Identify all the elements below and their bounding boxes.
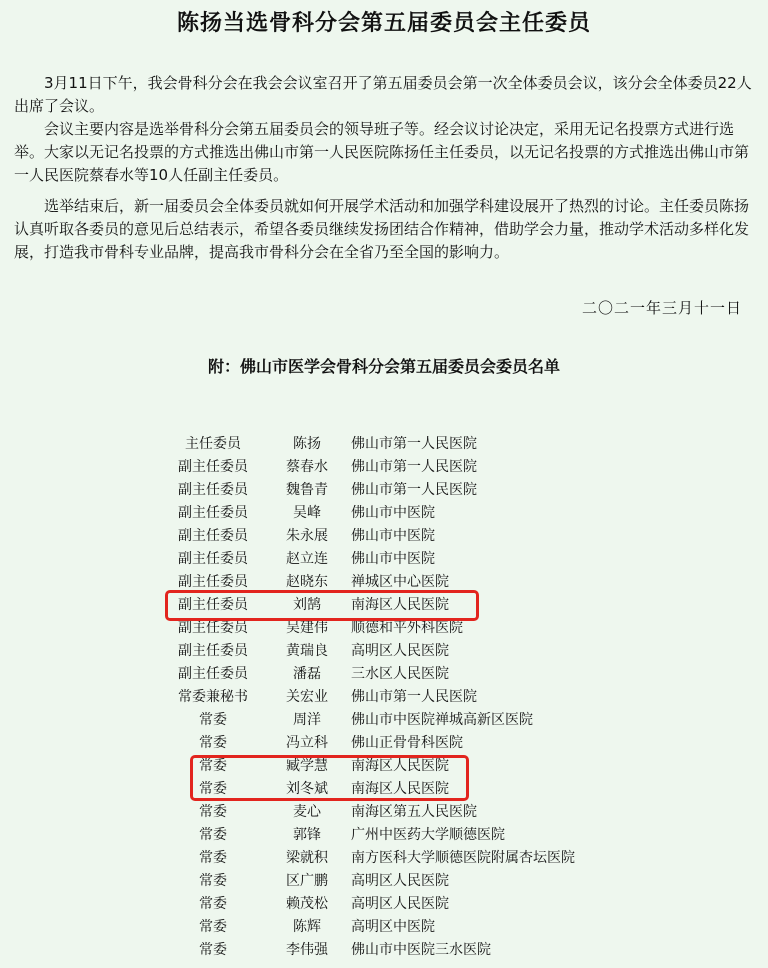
- member-name: 梁就积: [286, 850, 328, 866]
- member-row: [0, 709, 768, 732]
- member-name: 郭锋: [293, 827, 321, 843]
- member-name: 刘鹄: [293, 597, 321, 613]
- member-org: 佛山市第一人民医院: [351, 689, 477, 705]
- member-role: 常委: [199, 758, 227, 774]
- member-org: 佛山正骨骨科医院: [351, 735, 463, 751]
- article-paragraph: 会议主要内容是选举骨科分会第五届委员会的领导班子等。经会议讨论决定，采用无记名投票方式进行选举。大家以无记名投票的方式推选出佛山市第一人民医院陈扬任主任委员，以无记名投票的方式推选出佛山市第一人民医院蔡春水等10人任副主任委员。: [14, 120, 750, 184]
- member-name: 周洋: [293, 712, 321, 728]
- member-row: [0, 870, 768, 893]
- member-name: 麦心: [293, 804, 321, 820]
- member-role: 主任委员: [185, 436, 241, 452]
- member-org: 高明区人民医院: [351, 643, 449, 659]
- member-row: [0, 801, 768, 824]
- member-org: 佛山市中医院三水医院: [351, 942, 491, 958]
- member-name: 冯立科: [286, 735, 328, 751]
- member-name: 赵晓东: [286, 574, 328, 590]
- member-role: 副主任委员: [178, 528, 248, 544]
- member-name: 赖茂松: [286, 896, 328, 912]
- member-role: 常委: [199, 827, 227, 843]
- appendix-title: 附：佛山市医学会骨科分会第五届委员会委员名单: [207, 357, 560, 376]
- member-org: 南海区第五人民医院: [351, 804, 477, 820]
- member-role: 副主任委员: [178, 574, 248, 590]
- member-name: 魏鲁青: [286, 482, 328, 498]
- member-row: [0, 663, 768, 686]
- member-name: 区广鹏: [286, 873, 328, 889]
- highlight-box: [190, 755, 469, 801]
- member-role: 副主任委员: [178, 482, 248, 498]
- member-role: 副主任委员: [178, 459, 248, 475]
- member-role: 常委: [199, 896, 227, 912]
- member-role: 常委兼秘书: [178, 689, 248, 705]
- member-org: 佛山市中医院: [351, 528, 435, 544]
- member-row: [0, 433, 768, 456]
- member-org: 三水区人民医院: [351, 666, 449, 682]
- member-org: 佛山市中医院禅城高新区医院: [351, 712, 533, 728]
- member-org: 高明区人民医院: [351, 873, 449, 889]
- member-role: 常委: [199, 850, 227, 866]
- page-title: 陈扬当选骨科分会第五届委员会主任委员: [176, 11, 591, 36]
- member-role: 常委: [199, 735, 227, 751]
- member-org: 顺德和平外科医院: [351, 620, 463, 636]
- member-row: [0, 548, 768, 571]
- member-name: 黄瑞良: [286, 643, 328, 659]
- member-org: 佛山市第一人民医院: [351, 482, 477, 498]
- member-row: [0, 847, 768, 870]
- member-row: [0, 479, 768, 502]
- member-org: 高明区中医院: [351, 919, 435, 935]
- member-org: 南方医科大学顺德医院附属杏坛医院: [351, 850, 575, 866]
- member-org: 禅城区中心医院: [351, 574, 449, 590]
- article-paragraph: 选举结束后，新一届委员会全体委员就如何开展学术活动和加强学科建设展开了热烈的讨论。主任委员陈扬认真听取各委员的意见后总结表示，希望各委员继续发扬团结合作精神，借助学会力量，推动学术活动多样化发展，打造我市骨科专业品牌，提高我市骨科分会在全省乃至全国的影响力。: [14, 197, 750, 261]
- member-org: 佛山市中医院: [351, 505, 435, 521]
- member-org: 佛山市第一人民医院: [351, 436, 477, 452]
- member-name: 吴建伟: [286, 620, 328, 636]
- member-role: 副主任委员: [178, 620, 248, 636]
- member-role: 常委: [199, 942, 227, 958]
- member-name: 刘冬斌: [286, 781, 328, 797]
- member-role: 常委: [199, 712, 227, 728]
- member-name: 关宏业: [286, 689, 328, 705]
- member-name: 潘磊: [293, 666, 321, 682]
- member-row: [0, 640, 768, 663]
- member-role: 常委: [199, 873, 227, 889]
- member-role: 常委: [199, 919, 227, 935]
- member-name: 李伟强: [286, 942, 328, 958]
- member-name: 朱永展: [286, 528, 328, 544]
- member-row: [0, 916, 768, 939]
- member-row: [0, 686, 768, 709]
- member-org: 南海区人民医院: [351, 597, 449, 613]
- member-row: [0, 732, 768, 755]
- member-role: 常委: [199, 804, 227, 820]
- member-name: 赵立连: [286, 551, 328, 567]
- member-role: 副主任委员: [178, 666, 248, 682]
- member-role: 副主任委员: [178, 551, 248, 567]
- member-org: 南海区人民医院: [351, 781, 449, 797]
- highlight-box: [165, 590, 479, 621]
- member-row: [0, 502, 768, 525]
- member-row: [0, 824, 768, 847]
- member-role: 副主任委员: [178, 643, 248, 659]
- member-role: 副主任委员: [178, 505, 248, 521]
- article-paragraph: 3月11日下午，我会骨科分会在我会会议室召开了第五届委员会第一次全体委员会议，该分会全体委员22人出席了会议。: [14, 74, 752, 115]
- member-role: 常委: [199, 781, 227, 797]
- member-org: 高明区人民医院: [351, 896, 449, 912]
- member-row: [0, 525, 768, 548]
- member-row: [0, 456, 768, 479]
- member-name: 臧学慧: [286, 758, 328, 774]
- member-row: [0, 939, 768, 962]
- member-name: 吴峰: [293, 505, 321, 521]
- member-org: 南海区人民医院: [351, 758, 449, 774]
- member-role: 副主任委员: [178, 597, 248, 613]
- member-name: 陈扬: [293, 436, 321, 452]
- member-row: [0, 893, 768, 916]
- member-org: 佛山市第一人民医院: [351, 459, 477, 475]
- member-name: 陈辉: [293, 919, 321, 935]
- article-date: 二〇二一年三月十一日: [581, 299, 742, 317]
- member-org: 广州中医药大学顺德医院: [351, 827, 505, 843]
- member-name: 蔡春水: [286, 459, 328, 475]
- member-org: 佛山市中医院: [351, 551, 435, 567]
